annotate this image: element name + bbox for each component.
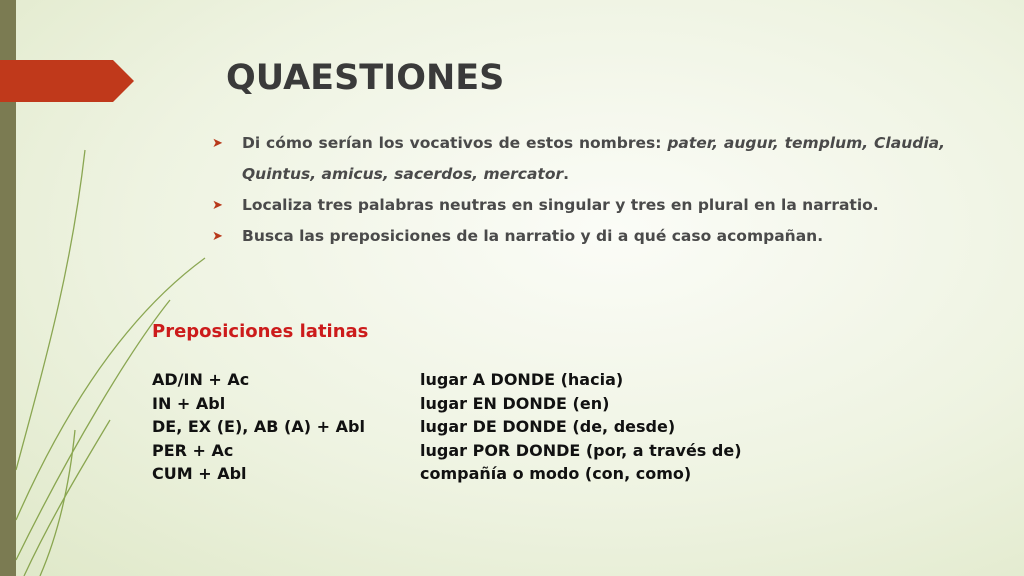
question-list xyxy=(212,128,945,252)
arrow-bullet-icon: ➤ xyxy=(212,136,223,151)
table-row xyxy=(152,462,742,486)
slide-title: QUAESTIONES xyxy=(226,58,505,98)
list-item xyxy=(212,128,945,190)
bullet-text: Localiza tres palabras neutras en singular y tres en plural en la narratio. xyxy=(242,196,879,214)
preposition-meaning: lugar A DONDE (hacia) xyxy=(420,370,624,389)
bullet-text: Di cómo serían los vocativos de estos nombres: xyxy=(242,134,668,152)
preposition-meaning: lugar EN DONDE (en) xyxy=(420,393,610,413)
preposition-form: IN + Abl xyxy=(152,393,226,413)
table-row xyxy=(152,415,742,439)
preposition-meaning: lugar POR DONDE (por, a través de) xyxy=(420,440,742,460)
preposition-form: PER + Ac xyxy=(152,440,234,460)
deco-line xyxy=(16,300,170,560)
prepositions-table xyxy=(152,368,742,486)
preposition-meaning: compañía o modo (con, como) xyxy=(420,464,692,483)
table-row xyxy=(152,392,742,416)
arrow-bullet-icon: ➤ xyxy=(212,229,223,244)
preposition-form: DE, EX (E), AB (A) + Abl xyxy=(152,417,365,436)
list-item xyxy=(212,190,945,221)
bullet-text: Busca las preposiciones de la narratio y di a qué caso acompañan. xyxy=(242,227,824,245)
bullet-text-italic: pater, augur, templum, Claudia, Quintus, amicus, sacerdos, mercator xyxy=(242,134,945,183)
deco-line xyxy=(16,150,85,470)
table-row xyxy=(152,439,742,463)
deco-line xyxy=(24,420,110,576)
title-accent-arrow xyxy=(0,60,134,102)
preposition-form: AD/IN + Ac xyxy=(152,370,250,389)
list-item xyxy=(212,221,945,252)
preposition-form: CUM + Abl xyxy=(152,464,247,483)
preposition-meaning: lugar DE DONDE (de, desde) xyxy=(420,417,676,436)
section-heading: Preposiciones latinas xyxy=(152,321,369,342)
bullet-text-end: . xyxy=(563,165,570,183)
arrow-bullet-icon: ➤ xyxy=(212,198,223,213)
table-row xyxy=(152,368,742,392)
